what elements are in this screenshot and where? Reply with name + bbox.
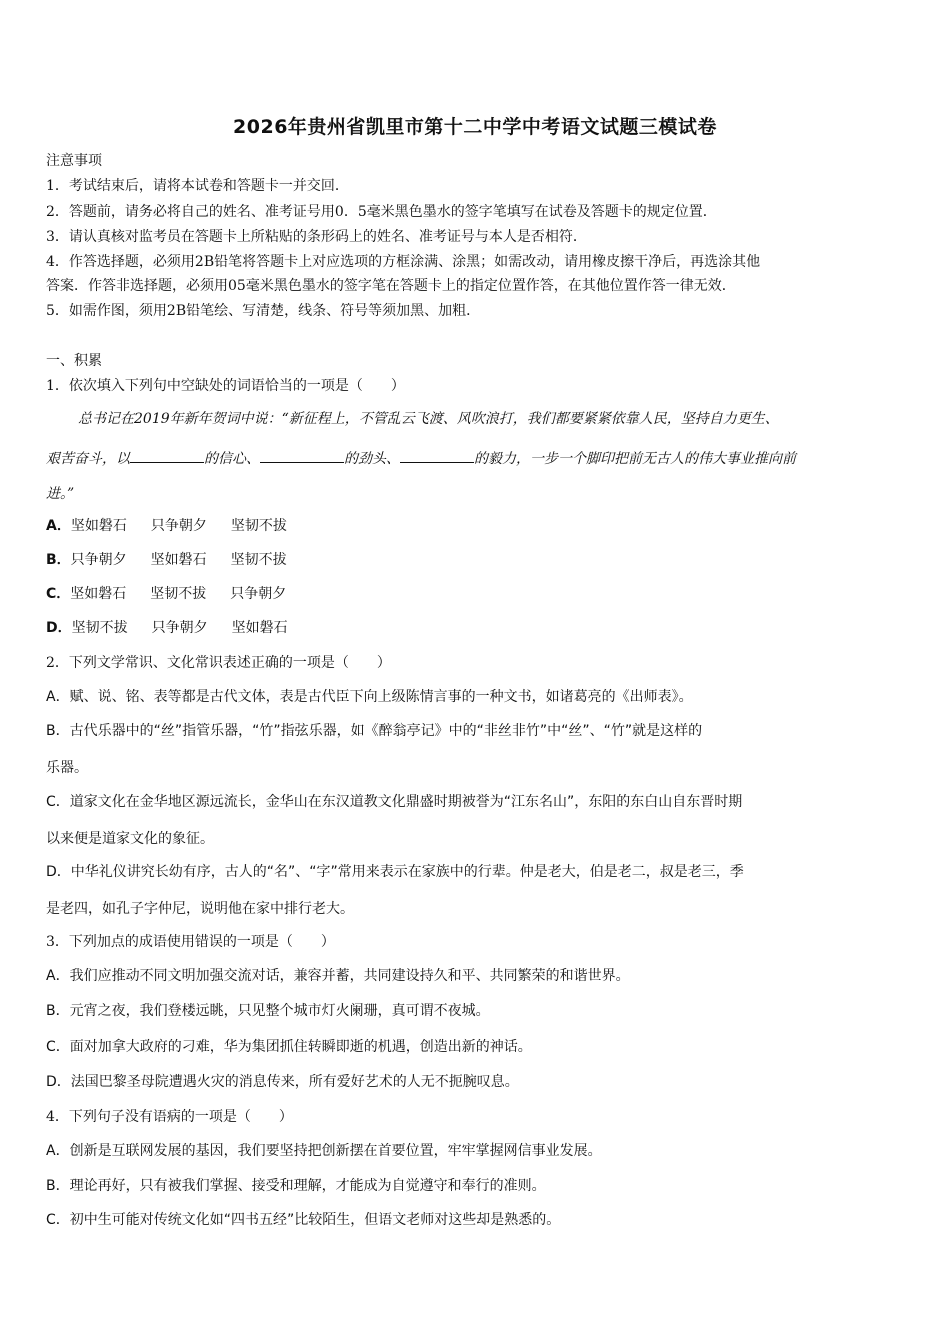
option-word: 只争朝夕 [230, 586, 287, 602]
passage-fragment: 的劲头、 [344, 451, 400, 467]
option-label: C． [46, 586, 71, 602]
section-heading: 一、积累 [46, 353, 102, 369]
question-2-option-c: C．道家文化在金华地区源远流长，金华山在东汉道教文化鼎盛时期被誉为“江东名山”，东阳的东白山自东晋时期 [46, 794, 743, 810]
question-2-option-a: A．赋、说、铭、表等都是古代文体，表是古代臣下向上级陈情言事的一种文书，如诸葛亮的《出师表》。 [46, 689, 693, 705]
option-word: 坚如磐石 [70, 518, 127, 534]
question-2-option-b-cont: 乐器。 [46, 760, 88, 776]
option-word: 坚韧不拔 [71, 620, 128, 636]
question-1-option-c [46, 584, 310, 604]
option-label: A． [46, 518, 71, 534]
question-1-passage-line [46, 448, 796, 469]
question-4-option-b: B．理论再好，只有被我们掌握、接受和理解，才能成为自觉遵守和奉行的准则。 [46, 1178, 546, 1194]
question-4-option-c: C．初中生可能对传统文化如“四书五经”比较陌生，但语文老师对这些却是熟悉的。 [46, 1212, 561, 1228]
question-1-stem: 1．依次填入下列句中空缺处的词语恰当的一项是（ ） [46, 378, 405, 394]
notice-item: 5．如需作图，须用2B铅笔绘、写清楚，线条、符号等须加黑、加粗． [46, 303, 481, 319]
notice-item: 4．作答选择题，必须用2B铅笔将答题卡上对应选项的方框涂满、涂黑；如需改动，请用橡皮擦干净后，再选涂其他 [46, 254, 761, 270]
fill-blank-2 [260, 448, 344, 463]
question-3-option-c: C．面对加拿大政府的刁难，华为集团抓住转瞬即逝的机遇，创造出新的神话。 [46, 1039, 532, 1055]
notice-item: 1．考试结束后，请将本试卷和答题卡一并交回． [46, 178, 349, 194]
passage-fragment: 的信心、 [204, 451, 260, 467]
question-1-passage-line: 总书记在2019年新年贺词中说：“新征程上，不管乱云飞渡、风吹浪打，我们都要紧紧依靠人民，坚持自力更生、 [78, 411, 779, 427]
option-label: B． [46, 552, 71, 568]
question-1-passage-line: 进。” [46, 486, 75, 502]
question-1-option-b [46, 550, 311, 570]
exam-title: 2026年贵州省凯里市第十二中学中考语文试题三模试卷 [233, 116, 717, 138]
question-3-option-d: D．法国巴黎圣母院遭遇火灾的消息传来，所有爱好艺术的人无不扼腕叹息。 [46, 1074, 519, 1090]
option-word: 坚韧不拔 [230, 552, 287, 568]
passage-fragment: 艰苦奋斗，以 [46, 451, 130, 467]
option-label: D． [46, 620, 72, 636]
notice-item: 2．答题前，请务必将自己的姓名、准考证号用0．5毫米黑色墨水的签字笔填写在试卷及答题卡的规定位置． [46, 204, 717, 220]
option-word: 只争朝夕 [150, 518, 207, 534]
option-word: 坚韧不拔 [230, 518, 287, 534]
question-2-option-d-cont: 是老四，如孔子字仲尼，说明他在家中排行老大。 [46, 901, 354, 917]
fill-blank-1 [130, 448, 204, 463]
question-2-option-c-cont: 以来便是道家文化的象征。 [46, 831, 214, 847]
option-word: 坚如磐石 [150, 552, 207, 568]
question-1-option-a [46, 516, 311, 536]
question-2-stem: 2．下列文学常识、文化常识表述正确的一项是（ ） [46, 655, 391, 671]
question-3-stem: 3．下列加点的成语使用错误的一项是（ ） [46, 934, 335, 950]
question-2-option-b: B．古代乐器中的“丝”指管乐器，“竹”指弦乐器，如《醉翁亭记》中的“非丝非竹”中“丝”、“竹”就是这样的 [46, 723, 703, 739]
option-word: 只争朝夕 [70, 552, 127, 568]
notice-heading: 注意事项 [46, 153, 102, 169]
option-word: 坚韧不拔 [150, 586, 207, 602]
passage-fragment: 的毅力，一步一个脚印把前无古人的伟大事业推向前 [474, 451, 796, 467]
question-3-option-a: A．我们应推动不同文明加强交流对话，兼容并蓄，共同建设持久和平、共同繁荣的和谐世界。 [46, 968, 630, 984]
option-word: 坚如磐石 [231, 620, 288, 636]
notice-item: 3．请认真核对监考员在答题卡上所粘贴的条形码上的姓名、准考证号与本人是否相符． [46, 229, 587, 245]
option-word: 只争朝夕 [151, 620, 208, 636]
fill-blank-3 [400, 448, 474, 463]
question-1-option-d [46, 618, 312, 638]
notice-item: 答案．作答非选择题，必须用05毫米黑色墨水的签字笔在答题卡上的指定位置作答，在其他位置作答一律无效． [46, 278, 736, 294]
question-4-stem: 4．下列句子没有语病的一项是（ ） [46, 1109, 293, 1125]
option-word: 坚如磐石 [70, 586, 127, 602]
question-4-option-a: A．创新是互联网发展的基因，我们要坚持把创新摆在首要位置，牢牢掌握网信事业发展。 [46, 1143, 602, 1159]
question-3-option-b: B．元宵之夜，我们登楼远眺，只见整个城市灯火阑珊，真可谓不夜城。 [46, 1003, 490, 1019]
question-2-option-d: D．中华礼仪讲究长幼有序，古人的“名”、“字”常用来表示在家族中的行辈。仲是老大，伯是老二，叔是老三，季 [46, 864, 744, 880]
